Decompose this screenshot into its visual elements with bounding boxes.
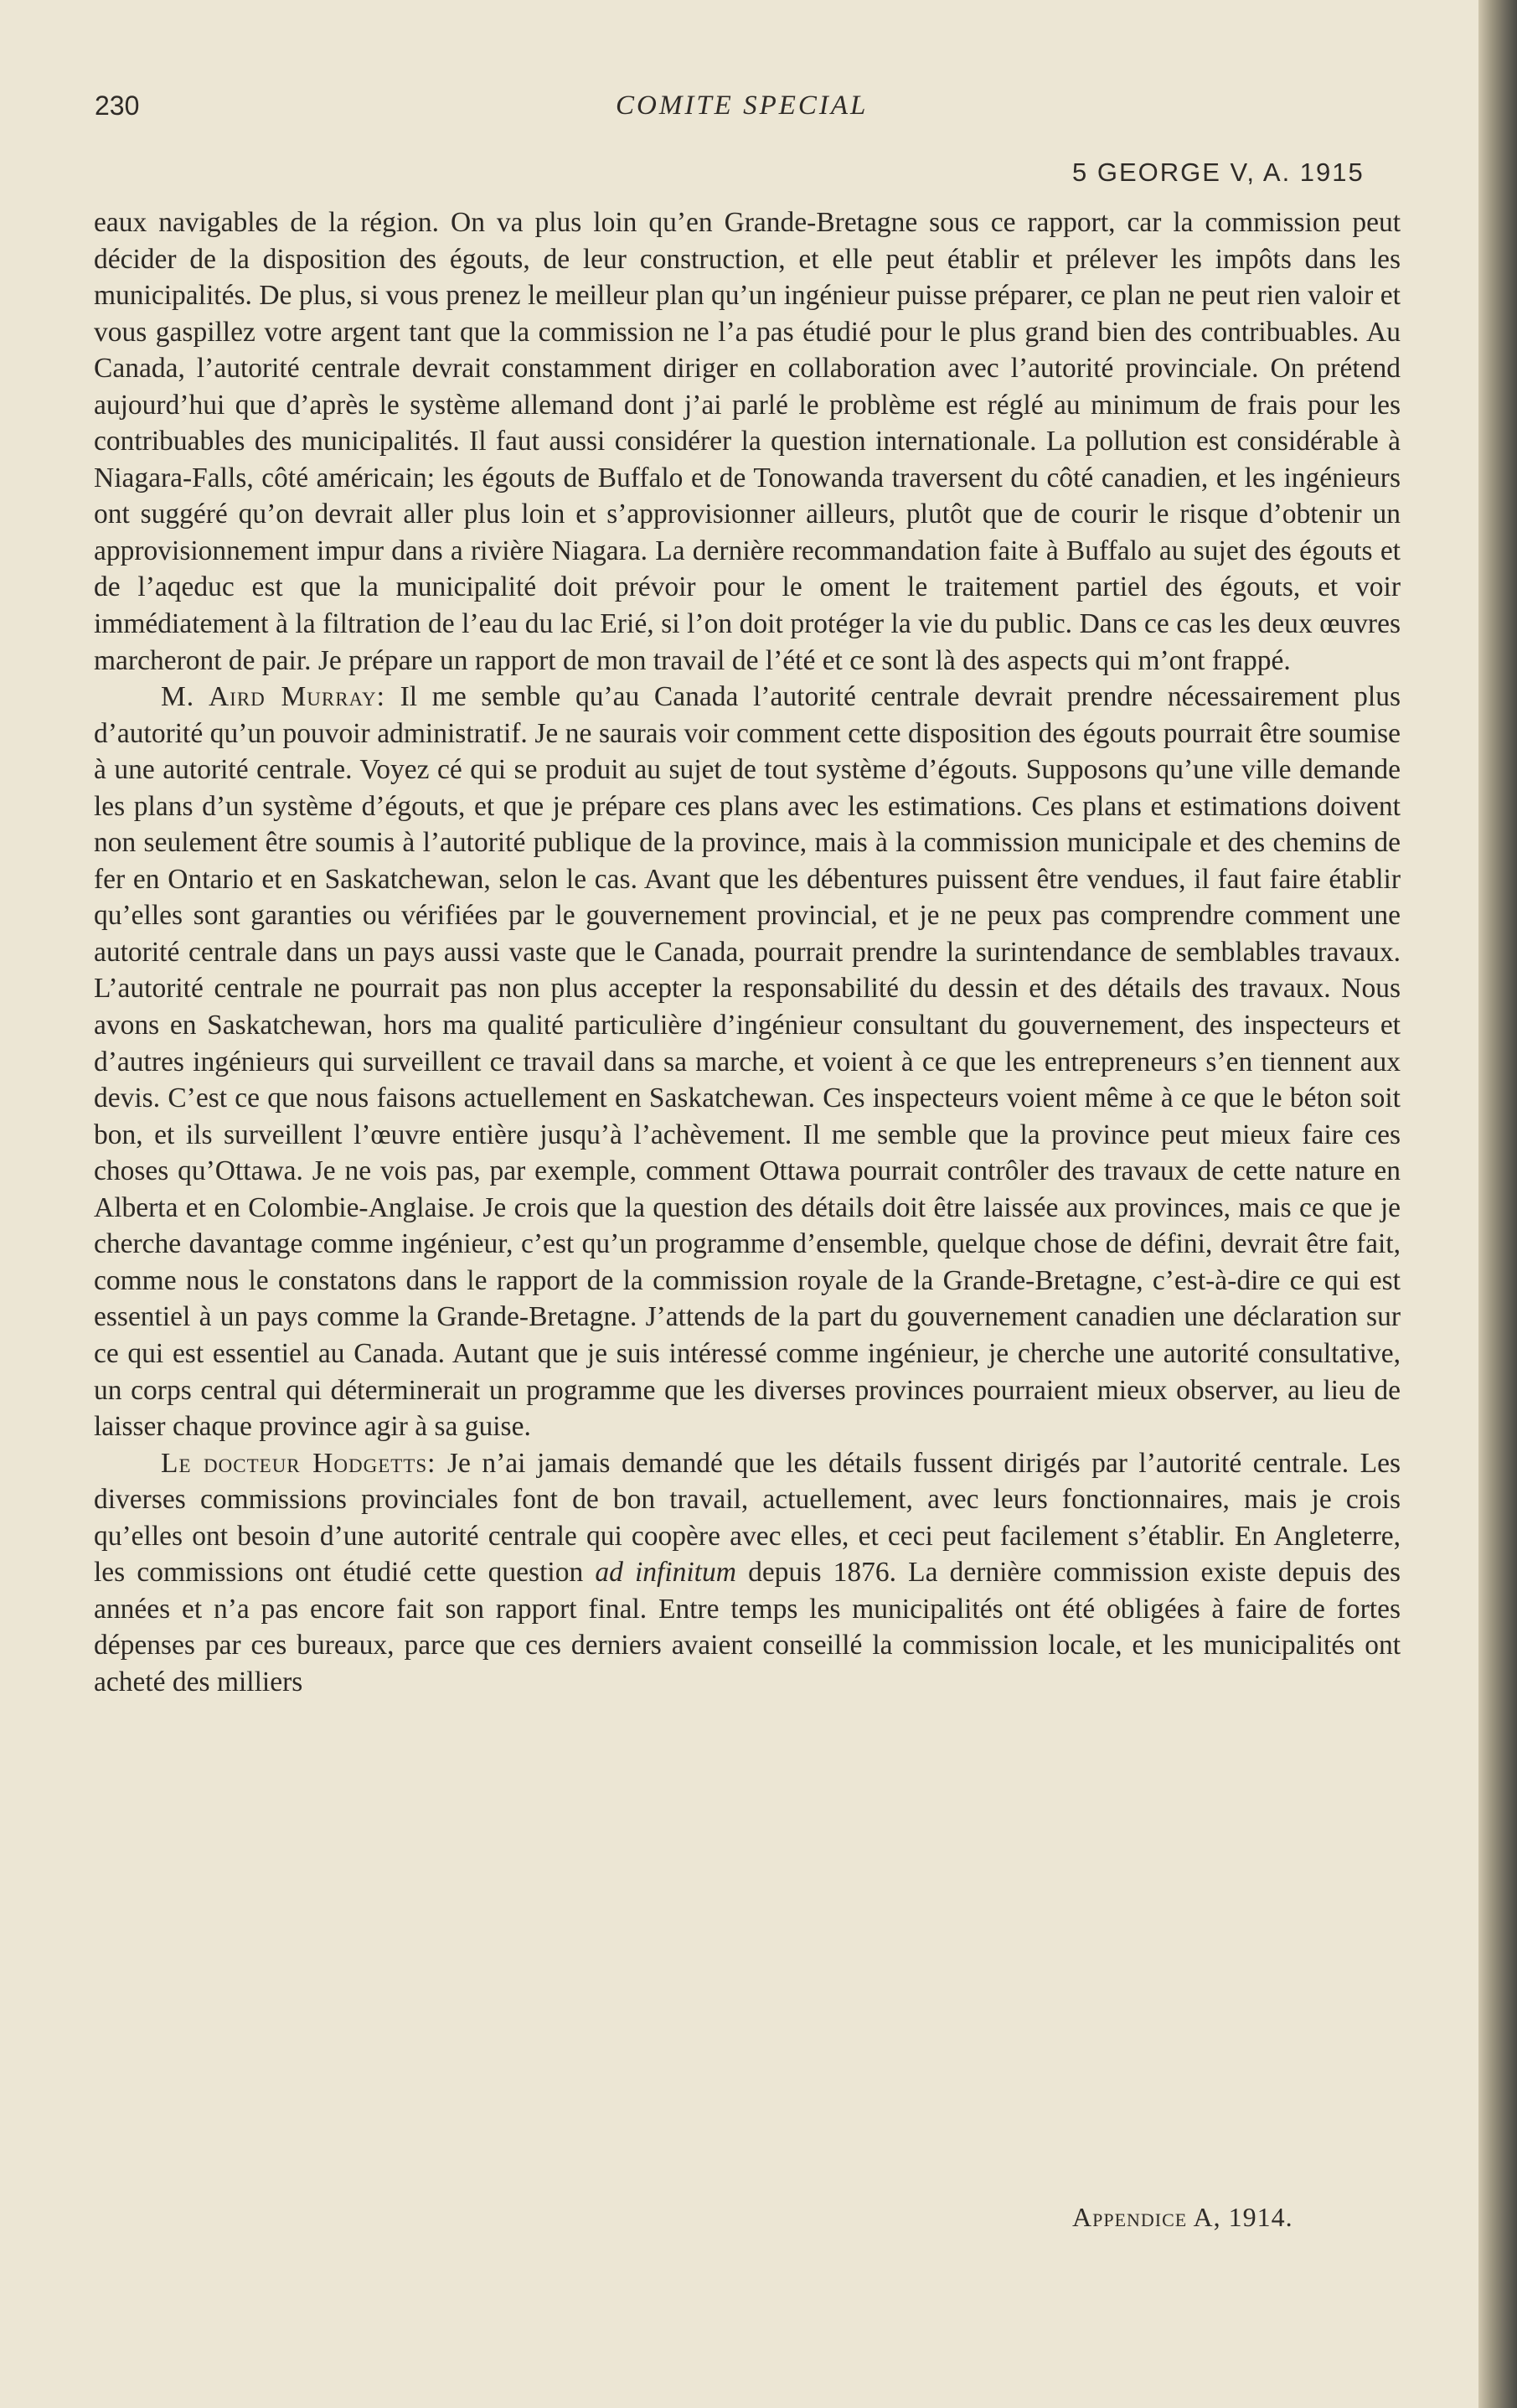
speaker-name: Le docteur Hodgetts: bbox=[161, 1447, 436, 1479]
paragraph-hodgetts bbox=[94, 1445, 1401, 1701]
page-edge-shadow bbox=[1478, 0, 1517, 2408]
paragraph-text: depuis 1876. La dernière commission existe depuis des années et n’a pas encore fait son rapport final. Entre temps les municipalités ont été obligées à faire de fortes dépenses par ces bureaux, parce que ces derniers avaient conseillé la commission locale, et les municipalités ont acheté des milliers bbox=[94, 1557, 1401, 1697]
body-text bbox=[94, 204, 1401, 1700]
paragraph-text: Je n’ai jamais demandé que les détails fussent dirigés par l’autorité centrale. Les diverses commissions provinciales font de bon travail, actuellement, avec leurs fonctionnaires, mais je crois qu’elles ont besoin d’une autorité centrale qui coopère avec elles, et ceci peut facilement s’établir. En Angleterre, les commissions ont étudié cette question bbox=[94, 1447, 1401, 1589]
session-reference: 5 GEORGE V, A. 1915 bbox=[1072, 158, 1365, 187]
latin-phrase: ad infinitum bbox=[595, 1557, 736, 1589]
speaker-name: M. Aird Murray: bbox=[161, 681, 385, 713]
running-head: COMITE SPECIAL bbox=[616, 90, 869, 121]
paragraph-continuation bbox=[94, 204, 1401, 679]
paragraph-text: Il me semble qu’au Canada l’autorité centrale devrait prendre nécessairement plus d’autorité qu’un pouvoir administratif. Je ne saurais voir comment cette disposition des égouts pourrait être soumise à une autorité centrale. Voyez cé qui se produit au sujet de tout système d’égouts. Supposons qu’une ville demande les plans d’un système d’égouts, et que je prépare ces plans avec les estimations. Ces plans et estimations doivent non seulement être soumis à l’autorité publique de la province, mais à la commission municipale et des chemins de fer en Ontario et en Saskatchewan, selon le cas. Avant que les débentures puissent être vendues, il faut faire établir qu’elles sont garanties ou vérifiées par le gouvernement provincial, et je ne peux pas comprendre comment une autorité centrale dans un pays aussi vaste que le Canada, pourrait prendre la surintendance de semblables travaux. L’autorité centrale ne pourrait pas non plus accepter la responsabilité du dessin et des détails des travaux. Nous avons en Saskatchewan, hors ma qualité particulière d’ingénieur consultant du gouvernement, des inspecteurs et d’autres ingénieurs qui surveillent ce travail dans sa marche, et voient à ce que les entrepreneurs s’en tiennent aux devis. C’est ce que nous faisons actuellement en Saskatchewan. Ces inspecteurs voient même à ce que le béton soit bon, et ils surveillent l’œuvre entière jusqu’à l’achèvement. Il me semble que la province peut mieux faire ces choses qu’Ottawa. Je ne vois pas, par exemple, comment Ottawa pourrait contrôler des travaux de cette nature en Alberta et en Colombie-Anglaise. Je crois que la question des détails doit être laissée aux provinces, mais ce que je cherche davantage comme ingénieur, c’est qu’un programme d’ensemble, quelque chose de défini, devrait être fait, comme nous le constatons dans le rapport de la commission royale de la Grande-Bretagne, c’est-à-dire ce qui est essentiel à un pays comme la Grande-Bretagne. J’attends de la part du gouvernement canadien une déclaration sur ce qui est essentiel au Canada. Autant que je suis intéressé comme ingénieur, je cherche une autorité consultative, un corps central qui déterminerait un programme que les diverses provinces pourraient mieux observer, au lieu de laisser chaque province agir à sa guise. bbox=[94, 681, 1401, 1443]
page-number: 230 bbox=[95, 90, 140, 121]
paragraph-text: eaux navigables de la région. On va plus loin qu’en Grande-Bretagne sous ce rapport, car la commission peut décider de la disposition des égouts, de leur construction, et elle peut établir et prélever les impôts dans les municipalités. De plus, si vous prenez le meilleur plan qu’un ingénieur puisse préparer, ce plan ne peut rien valoir et vous gaspillez votre argent tant que la commission ne l’a pas étudié pour le plus grand bien des contribuables. Au Canada, l’autorité centrale devrait constamment diriger en collaboration avec l’autorité provinciale. On prétend aujourd’hui que d’après le système allemand dont j’ai parlé le problème est réglé au minimum de frais pour les contribuables des municipalités. Il faut aussi considérer la question internationale. La pollution est considérable à Niagara-Falls, côté américain; les égouts de Buffalo et de Tonowanda traversent du côté canadien, et les ingénieurs ont suggéré qu’on devrait aller plus loin et s’approvisionner ailleurs, plutôt que de courir le risque d’obtenir un approvisionnement impur dans a rivière Niagara. La dernière recommandation faite à Buffalo au sujet des égouts et de l’aqeduc est que la municipalité doit prévoir pour le oment le traitement partiel des égouts, et voir immédiatement à la filtration de l’eau du lac Erié, si l’on doit protéger la vie du public. Dans ce cas les deux œuvres marcheront de pair. Je prépare un rapport de mon travail de l’été et ce sont là des aspects qui m’ont frappé. bbox=[94, 207, 1401, 676]
paragraph-murray bbox=[94, 679, 1401, 1444]
appendix-footer: Appendice A, 1914. bbox=[1072, 2202, 1293, 2232]
